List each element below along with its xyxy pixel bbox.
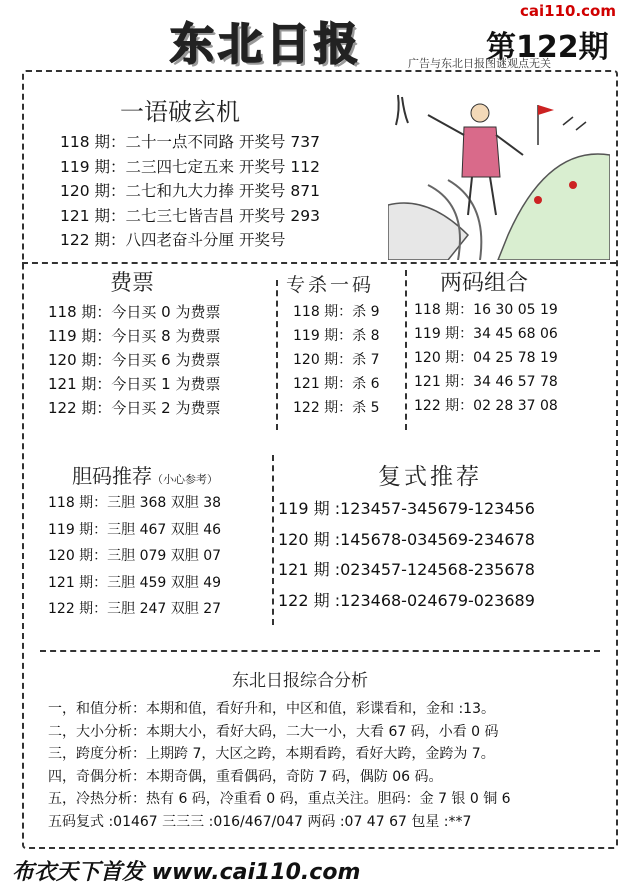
issue-prefix: 第 [486, 30, 516, 65]
kill-line-122: 122 期：杀 5 [293, 400, 380, 416]
riddle-list [60, 130, 320, 253]
two-code-title: 两码组合 [440, 271, 529, 296]
two-code-line-119: 119 期：34 45 68 06 [414, 326, 558, 342]
fee-line-120: 120 期：今日买 6 为费票 [48, 351, 221, 369]
bold-line-121: 121 期：三胆 459 双胆 49 [48, 574, 222, 591]
riddle-line-121: 121 期：二七三七皆吉昌 开奖号 293 [60, 206, 320, 225]
compound-list [278, 494, 535, 616]
issue-suffix: 期 [578, 30, 609, 65]
riddle-line-120: 120 期：二七和九大力捧 开奖号 871 [60, 182, 320, 200]
bold-line-118: 118 期：三胆 368 双胆 38 [48, 495, 222, 511]
analysis-line-parity: 四，奇偶分析：本期奇偶，重看偶码，奇防 7 码，偶防 06 码。 [48, 768, 443, 785]
divider-bold-compound [272, 455, 274, 625]
two-code-line-118: 118 期：16 30 05 19 [414, 302, 558, 318]
scholar-illustration [388, 85, 610, 260]
analysis-line-span: 三，跨度分析：上期跨 7，大区之跨，本期看跨，看好大跨，金跨为 7。 [48, 746, 495, 762]
kill-line-120: 120 期：杀 7 [293, 352, 380, 368]
bold-code-list [48, 490, 221, 623]
two-code-line-121: 121 期：34 46 57 78 [414, 374, 558, 390]
riddle-line-118: 118 期：二十一点不同路 开奖号 737 [60, 133, 320, 151]
analysis-list [48, 698, 511, 833]
analysis-line-sum: 一，和值分析：本期和值，看好升和，中区和值，彩谍看和，金和 :13。 [48, 701, 495, 717]
compound-line-120: 120 期 :145678-034569-234678 [278, 529, 535, 549]
two-code-line-122: 122 期：02 28 37 08 [414, 398, 558, 414]
analysis-line-compound: 五码复式 :01467 三三三 :016/467/047 两码 :07 47 67 包星 :**7 [48, 813, 472, 830]
divider-middle [22, 262, 616, 264]
bold-code-title [72, 460, 218, 489]
kill-one-list [293, 300, 380, 420]
two-code-line-120: 120 期：04 25 78 19 [414, 350, 558, 366]
analysis-line-hotcold: 五，冷热分析：热有 6 码，冷重看 0 码，重点关注。胆码：金 7 银 0 铜 6 [48, 791, 511, 807]
compound-line-121: 121 期 :023457-124568-235678 [278, 560, 535, 579]
riddle-line-119: 119 期：二三四七定五来 开奖号 112 [60, 157, 320, 176]
divider-fee-kill [276, 280, 278, 430]
fee-line-122: 122 期：今日买 2 为费票 [48, 399, 221, 417]
kill-line-118: 118 期：杀 9 [293, 304, 380, 320]
divider-analysis [40, 650, 600, 652]
fee-ticket-list [48, 300, 220, 420]
compound-line-119: 119 期 :123457-345679-123456 [278, 499, 535, 518]
kill-line-119: 119 期：杀 8 [293, 328, 380, 344]
newspaper-masthead: 东北日报 [170, 19, 362, 70]
bold-code-note: （小心参考） [152, 473, 218, 486]
fee-line-121: 121 期：今日买 1 为费票 [48, 375, 221, 393]
issue-value: 122 [516, 30, 579, 65]
compound-title: 复式推荐 [378, 464, 482, 490]
riddle-title: 一语破玄机 [120, 98, 240, 126]
bold-line-120: 120 期：三胆 079 双胆 07 [48, 548, 222, 564]
two-code-list [414, 298, 558, 418]
kill-line-121: 121 期：杀 6 [293, 376, 380, 392]
fee-line-118: 118 期：今日买 0 为费票 [48, 303, 221, 321]
analysis-title: 东北日报综合分析 [232, 671, 368, 691]
disclaimer-text: 广告与东北日报图谜观点无关 [408, 57, 551, 70]
fee-line-119: 119 期：今日买 8 为费票 [48, 327, 221, 345]
compound-line-122: 122 期 :123468-024679-023689 [278, 590, 535, 610]
brand-watermark: cai110.com [520, 2, 616, 20]
fee-ticket-title: 费票 [110, 271, 155, 296]
divider-kill-two [405, 270, 407, 430]
analysis-line-size: 二，大小分析：本期大小，看好大码，二大一小，大看 67 码，小看 0 码 [48, 723, 499, 740]
bold-code-title-text: 胆码推荐 [72, 464, 152, 488]
kill-one-title: 专杀一码 [286, 274, 375, 296]
footer-brand: 布衣天下首发 www.cai110.com [12, 860, 361, 885]
bold-line-122: 122 期：三胆 247 双胆 27 [48, 601, 222, 617]
riddle-line-122: 122 期：八四老奋斗分厘 开奖号 [60, 231, 286, 249]
bold-line-119: 119 期：三胆 467 双胆 46 [48, 521, 222, 538]
